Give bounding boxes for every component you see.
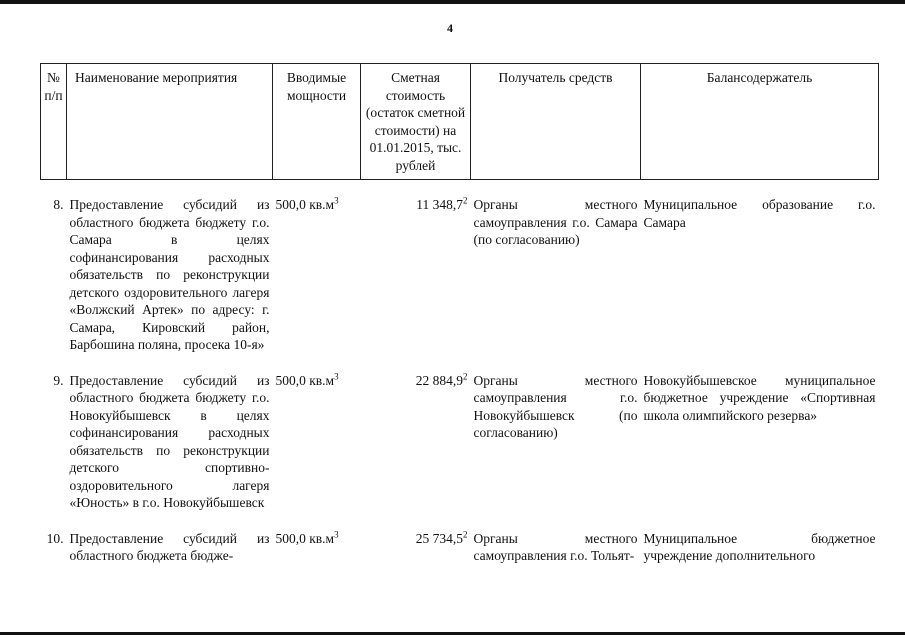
- row-recipient: Органы местного самоуправления г.о. Новокуйбышевск (по согласованию): [473, 372, 638, 440]
- row-capacity: 500,0 $кв.м^3$: [275, 195, 339, 212]
- row-num: 10.: [46, 530, 64, 546]
- table-row: [41, 196, 879, 354]
- row-holder: Новокуйбышевское муниципальное бюджетное учреждение «Спортивная школа олимпийского резерва»: [643, 372, 876, 423]
- table-row: [41, 372, 879, 512]
- header-num: № п/п: [41, 64, 67, 180]
- row-cost: 11 348,7$^2$: [416, 195, 468, 212]
- row-num: 9.: [53, 372, 64, 388]
- capacity-exponent: 3: [334, 371, 339, 381]
- page-number: 4: [447, 21, 453, 35]
- capacity-exponent: 3: [334, 529, 339, 539]
- cost-footnote: 2: [463, 195, 468, 206]
- header-holder: Балансодержатель: [641, 64, 879, 180]
- row-cost: 22 884,9$^2$: [415, 371, 468, 388]
- row-recipient: Органы местного самоуправления г.о. Самара (по согласованию): [473, 197, 638, 247]
- row-cost: 25 734,5$^2$: [415, 529, 468, 546]
- row-capacity: 500,0 $кв.м^3$: [275, 371, 339, 388]
- table-header-row: [41, 64, 879, 180]
- row-name: Предоставление субсидий из областного бюджета бюдже-: [69, 530, 270, 563]
- row-capacity: 500,0 $кв.м^3$: [275, 529, 339, 546]
- header-cost: Сметная стоимость (остаток сметной стоимости) на 01.01.2015, тыс. рублей: [361, 64, 471, 180]
- row-name: Предоставление субсидий из областного бюджета бюджету г.о. Новокуйбышевск в целях софинансирования расходных обязательств по реконструкции детского спортивно-оздоровительного лагеря «Юность» в г.о. Новокуйбышевск: [69, 372, 270, 510]
- row-holder: Муниципальное бюджетное учреждение дополнительного: [643, 530, 876, 563]
- row-name: Предоставление субсидий из областного бюджета бюджету г.о. Самара в целях софинансирования расходных обязательств по реконструкции детского оздоровительного лагеря «Волжский Артек» по адресу: г. Самара, Кировский район, Барбошина поляна, просека 10-я»: [69, 197, 270, 352]
- header-recipient: Получатель средств: [471, 64, 641, 180]
- row-recipient: Органы местного самоуправления г.о. Тольят-: [473, 530, 638, 563]
- top-rule: [0, 0, 905, 4]
- events-table: [40, 63, 879, 565]
- capacity-exponent: 3: [334, 195, 339, 206]
- cost-footnote: 2: [463, 529, 468, 539]
- bottom-rule: [0, 632, 905, 635]
- cost-footnote: 2: [463, 371, 468, 381]
- row-num: 8.: [53, 197, 64, 212]
- table-row: [41, 530, 879, 565]
- header-name: Наименование мероприятия: [67, 64, 273, 180]
- header-capacity: Вводимые мощности: [273, 64, 361, 180]
- row-holder: Муниципальное образование г.о. Самара: [643, 197, 876, 230]
